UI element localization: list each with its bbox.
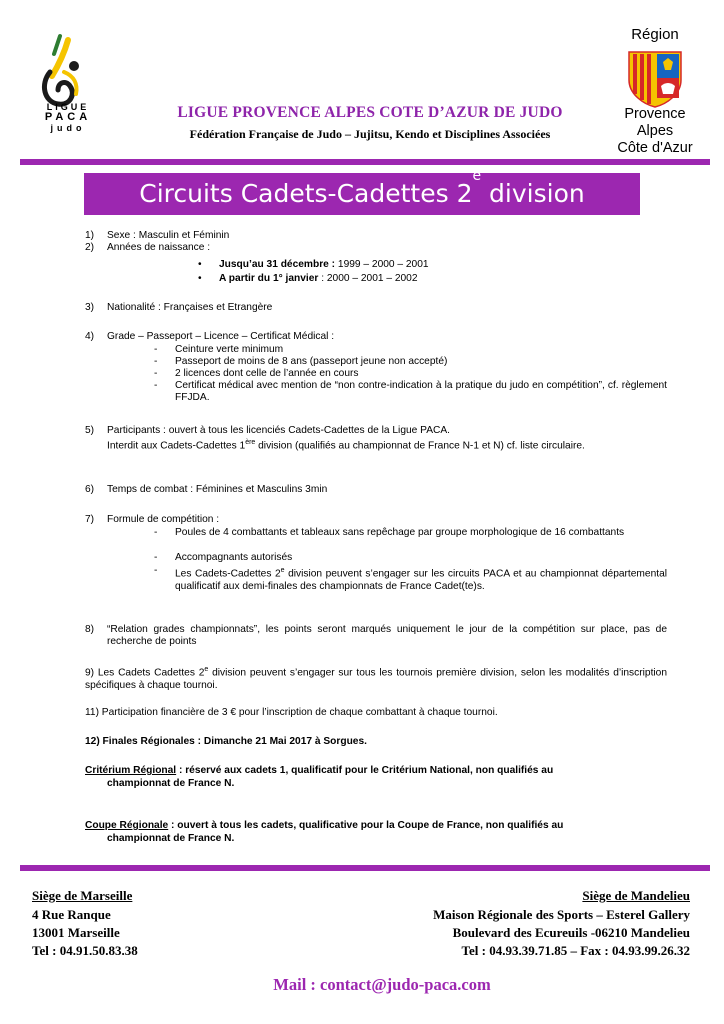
footer-right-line1: Maison Régionale des Sports – Esterel Gallery: [433, 907, 690, 922]
item-4-bullet-4: Certificat médical avec mention de “non contre-indication à la pratique du judo en compétition”, cf. règlement FFJDA.: [175, 380, 667, 404]
item-2-bullet-2-bold: A partir du 1° janvier: [219, 273, 319, 284]
item-4-bullet-2: Passeport de moins de 8 ans (passeport jeune non accepté): [175, 356, 448, 367]
coupe-text: [85, 820, 667, 832]
bullet-dash-icon: -: [154, 380, 158, 391]
item-9-text-b: division peuvent s’engager sur tous les tournois première division, selon les modalités d’inscription spécifiques à chaque tournoi.: [85, 667, 667, 691]
item-3-number: 3): [85, 302, 95, 313]
item-4-bullet-1: Ceinture verte minimum: [175, 344, 284, 355]
footer-right-line2: Boulevard des Ecureuils -06210 Mandelieu: [452, 925, 690, 940]
item-3-text: Nationalité : Françaises et Etrangère: [107, 302, 273, 313]
footer-right-title: Siège de Mandelieu: [582, 888, 690, 903]
item-7-text: Formule de compétition :: [107, 514, 220, 525]
item-5-text: Participants : ouvert à tous les licenciés Cadets-Cadettes de la Ligue PACA.: [107, 425, 450, 436]
footer-left-street: 4 Rue Ranque: [32, 907, 111, 922]
coupe-line-2: championnat de France N.: [107, 833, 235, 844]
banner-title-suffix: division: [481, 179, 585, 208]
item-4-bullet-3: 2 licences dont celle de l’année en cours: [175, 368, 359, 379]
item-7-number: 7): [85, 514, 95, 525]
item-4-text: Grade – Passeport – Licence – Certificat Médical :: [107, 331, 335, 342]
bullet-dot-icon: •: [198, 273, 202, 284]
item-4-number: 4): [85, 331, 95, 342]
logo-line-ligue: LIGUE: [46, 102, 90, 112]
top-divider: [20, 159, 710, 165]
bullet-dash-icon: -: [154, 552, 158, 563]
item-1-text: Sexe : Masculin et Féminin: [107, 230, 230, 241]
criterium-text: [85, 765, 667, 777]
item-6-text: Temps de combat : Féminines et Masculins 3min: [107, 484, 328, 495]
footer-right-tel: Tel : 04.93.39.71.85 – Fax : 04.93.99.26.32: [461, 943, 690, 958]
footer-left-city: 13001 Marseille: [32, 925, 120, 940]
bullet-dot-icon: •: [198, 259, 202, 270]
bullet-dash-icon: -: [154, 565, 158, 576]
contact-email[interactable]: Mail : contact@judo-paca.com: [273, 975, 491, 994]
ligue-paca-logo: [30, 32, 100, 142]
item-7-bullet-3-sup: e: [280, 567, 285, 574]
item-7-bullet-1: Poules de 4 combattants et tableaux sans repêchage par groupe morphologique de 16 combattants: [175, 527, 625, 538]
item-2-bullet-1-bold: Jusqu’au 31 décembre :: [219, 259, 336, 270]
footer-left-tel: Tel : 04.91.50.83.38: [32, 943, 138, 958]
item-7-bullet-3-a: Les Cadets-Cadettes 2: [175, 568, 281, 580]
banner-title-sup: e: [472, 168, 482, 184]
item-2-number: 2): [85, 242, 95, 253]
item-5-restriction-a: Interdit aux Cadets-Cadettes 1: [107, 440, 246, 452]
item-9-text: [85, 664, 667, 692]
federation-subtitle: Fédération Française de Judo – Jujitsu, Kendo et Disciplines Associées: [189, 127, 551, 141]
item-2-text: Années de naissance :: [107, 242, 211, 253]
region-label: Région: [631, 26, 679, 43]
region-name-provence: Provence: [624, 106, 686, 122]
criterium-line-2: championnat de France N.: [107, 778, 235, 789]
bottom-divider: [20, 865, 710, 871]
item-9-sup: e: [204, 666, 209, 673]
item-6-number: 6): [85, 484, 95, 495]
item-8-number: 8): [85, 624, 95, 635]
bullet-dash-icon: -: [154, 527, 158, 538]
region-logo: [600, 22, 710, 162]
item-7-bullet-3: [175, 565, 667, 593]
footer-left-title: Siège de Marseille: [32, 888, 133, 903]
item-7-bullet-2: Accompagnants autorisés: [175, 552, 293, 563]
region-name-alpes: Alpes: [636, 123, 674, 139]
item-12-text: 12) Finales Régionales : Dimanche 21 Mai 2017 à Sorgues.: [85, 736, 367, 747]
item-5-number: 5): [85, 425, 95, 436]
item-5-restriction-sup: ère: [245, 439, 256, 446]
item-9-text-a: 9) Les Cadets Cadettes 2: [85, 667, 205, 679]
page-title-banner: [84, 168, 640, 215]
ligue-title: LIGUE PROVENCE ALPES COTE D’AZUR DE JUDO: [177, 104, 563, 121]
logo-line-judo: judo: [50, 123, 86, 133]
item-7-bullet-3-b: division peuvent s’engager sur les circuits PACA et au championnat départemental qualificatif aux demi-finales des championnats de France Cadet(te)s.: [175, 568, 667, 592]
bullet-dash-icon: -: [154, 344, 158, 355]
coupe-rest: : ouvert à tous les cadets, qualificative pour la Coupe de France, non qualifiés au: [168, 820, 564, 831]
coupe-label: Coupe Régionale: [85, 820, 169, 831]
banner-title: Circuits Cadets-Cadettes 2: [139, 179, 473, 208]
item-1-number: 1): [85, 230, 95, 241]
item-2-bullet-2: [219, 273, 418, 285]
bullet-dash-icon: -: [154, 368, 158, 379]
item-11-text: 11) Participation financière de 3 € pour l’inscription de chaque combattant à chaque tournoi.: [85, 707, 498, 718]
item-8-text: “Relation grades championnats”, les points seront marqués uniquement le jour de la compétition sur place, pas de recherche de points: [107, 624, 667, 648]
item-2-bullet-1-rest: 1999 – 2000 – 2001: [335, 259, 429, 270]
item-2-bullet-2-rest: : 2000 – 2001 – 2002: [318, 273, 418, 284]
bullet-dash-icon: -: [154, 356, 158, 367]
item-5-restriction-b: division (qualifiés au championnat de France N-1 et N) cf. liste circulaire.: [255, 440, 585, 452]
item-2-bullet-1: [219, 259, 429, 271]
criterium-rest: : réservé aux cadets 1, qualificatif pour le Critérium National, non qualifiés au: [176, 765, 554, 776]
item-5-restriction: [107, 437, 667, 453]
logo-line-paca: PACA: [44, 111, 92, 123]
criterium-label: Critérium Régional: [85, 765, 177, 776]
judoka-logo-icon: [30, 32, 100, 112]
region-shield-icon: [627, 50, 683, 108]
region-name-cote-dazur: Côte d'Azur: [617, 140, 693, 156]
